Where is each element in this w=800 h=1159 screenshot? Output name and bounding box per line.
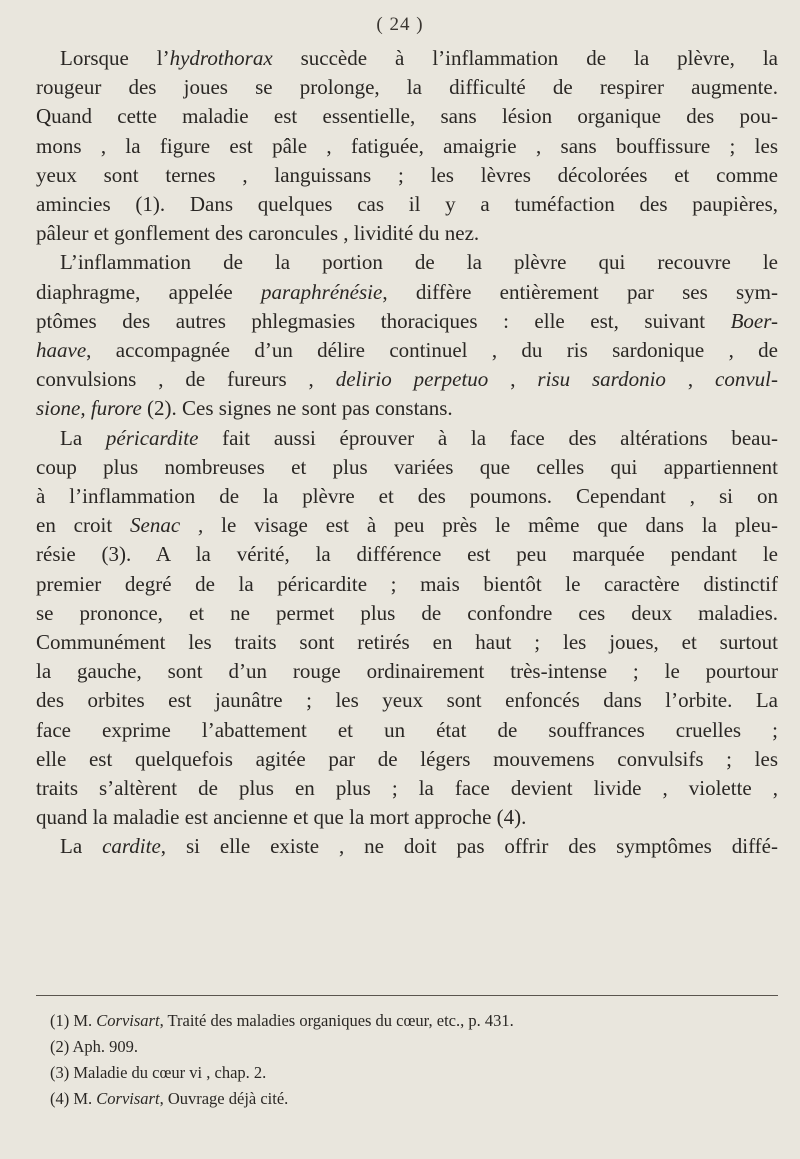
italic-latin: delirio perpetuo xyxy=(335,367,489,392)
text-line: des orbites est jaunâtre ; les yeux sont enfoncés dans l’orbite. La xyxy=(36,688,778,713)
text-line: résie (3). A la vérité, la différence est peu marquée pendant le xyxy=(36,542,778,567)
text-line: quand la maladie est ancienne et que la mort approche (4). xyxy=(36,805,527,830)
footnote-3: (3) Maladie du cœur vi , chap. 2. xyxy=(50,1063,267,1082)
text-line xyxy=(36,336,778,365)
text-line: amincies (1). Dans quelques cas il y a tuméfaction des paupières, xyxy=(36,192,778,217)
text-run: (1) M. xyxy=(50,1011,97,1030)
text-run: ptômes des autres phlegmasies thoraciques : elle est, suivant xyxy=(36,308,731,333)
text-line xyxy=(36,278,778,307)
italic-author: Corvisart xyxy=(96,1089,160,1108)
italic-term: péricardite xyxy=(105,425,199,450)
text-line xyxy=(36,44,778,73)
paragraph-paraphrenesie xyxy=(36,248,778,423)
text-line: mons , la figure est pâle , fatiguée, amaigrie , sans bouffissure ; les xyxy=(36,133,778,158)
text-line xyxy=(36,832,778,861)
text-run: diaphragme, appelée xyxy=(36,279,261,304)
footnotes xyxy=(50,1008,770,1112)
footnote-divider xyxy=(36,995,778,996)
italic-author: Corvisart xyxy=(96,1011,160,1030)
text-line: pâleur et gonflement des caroncules , lividité du nez. xyxy=(36,221,480,246)
body-text xyxy=(36,44,778,862)
text-line: la gauche, sont d’un rouge ordinairement très-intense ; le pourtour xyxy=(36,659,778,684)
text-run: (2). Ces signes ne sont pas constans. xyxy=(141,396,453,421)
text-line: L’inflammation de la portion de la plèvre qui recouvre le xyxy=(60,250,778,275)
text-run: La xyxy=(60,834,103,859)
text-line: premier degré de la péricardite ; mais bientôt le caractère distinctif xyxy=(36,571,778,596)
text-line xyxy=(36,365,778,394)
text-line: coup plus nombreuses et plus variées que celles qui appartiennent xyxy=(36,454,778,479)
footnote-2: (2) Aph. 909. xyxy=(50,1037,138,1056)
italic-term: cardite xyxy=(102,834,161,859)
text-line: Communément les traits sont retirés en haut ; les joues, et surtout xyxy=(36,630,778,655)
text-run: La xyxy=(60,425,106,450)
text-line xyxy=(36,394,778,423)
italic-author: Senac , xyxy=(130,513,204,538)
text-run: , diffère entièrement par ses sym- xyxy=(382,279,778,304)
italic-latin: convul- xyxy=(715,367,778,392)
italic-author: haave xyxy=(36,338,87,363)
footnote-4 xyxy=(50,1086,770,1112)
italic-term: hydrothorax xyxy=(169,46,273,70)
text-run: , si elle existe , ne doit pas offrir des symptômes diffé- xyxy=(160,834,778,859)
text-run: , Traité des maladies organiques du cœur, etc., p. 431. xyxy=(159,1011,514,1030)
text-run: (4) M. xyxy=(50,1089,97,1108)
text-line: Quand cette maladie est essentielle, sans lésion organique des pou- xyxy=(36,104,778,129)
text-run: , xyxy=(665,367,715,392)
text-line: face exprime l’abattement et un état de souffrances cruelles ; xyxy=(36,717,778,742)
text-line: elle est quelquefois agitée par de légers mouvemens convulsifs ; les xyxy=(36,746,778,771)
page-number: ( 24 ) xyxy=(376,14,424,35)
italic-latin: risu sardonio xyxy=(537,367,666,392)
text-line: yeux sont ternes , languissans ; les lèvres décolorées et comme xyxy=(36,162,778,187)
text-line: rougeur des joues se prolonge, la difficulté de respirer augmente. xyxy=(36,75,778,100)
text-run: , Ouvrage déjà cité. xyxy=(159,1089,289,1108)
text-run: Lorsque l’ xyxy=(60,46,170,70)
text-line: traits s’altèrent de plus en plus ; la face devient livide , violette , xyxy=(36,776,778,801)
text-line: se prononce, et ne permet plus de confondre ces deux maladies. xyxy=(36,600,778,625)
text-run: le visage est à peu près le même que dans la pleu- xyxy=(203,513,778,538)
text-run: fait aussi éprouver à la face des altérations beau- xyxy=(198,425,778,450)
text-run: succède à l’inflammation de la plèvre, la xyxy=(272,46,778,70)
paragraph-pericardite xyxy=(36,424,778,833)
text-run: en croit xyxy=(36,513,131,538)
footnote-1 xyxy=(50,1008,770,1034)
text-run: , accompagnée d’un délire continuel , du ris sardonique , de xyxy=(86,338,778,363)
text-run: , xyxy=(488,367,538,392)
text-run: convulsions , de fureurs , xyxy=(36,367,336,392)
text-line xyxy=(36,424,778,453)
text-line xyxy=(36,511,778,540)
italic-term: paraphrénésie xyxy=(261,279,383,304)
paragraph-cardite xyxy=(36,832,778,861)
text-line: à l’inflammation de la plèvre et des poumons. Cependant , si on xyxy=(36,484,778,509)
text-line xyxy=(36,307,778,336)
italic-latin: sione, furore xyxy=(36,396,142,421)
paragraph-hydrothorax xyxy=(36,44,778,248)
italic-author: Boer- xyxy=(730,308,778,333)
